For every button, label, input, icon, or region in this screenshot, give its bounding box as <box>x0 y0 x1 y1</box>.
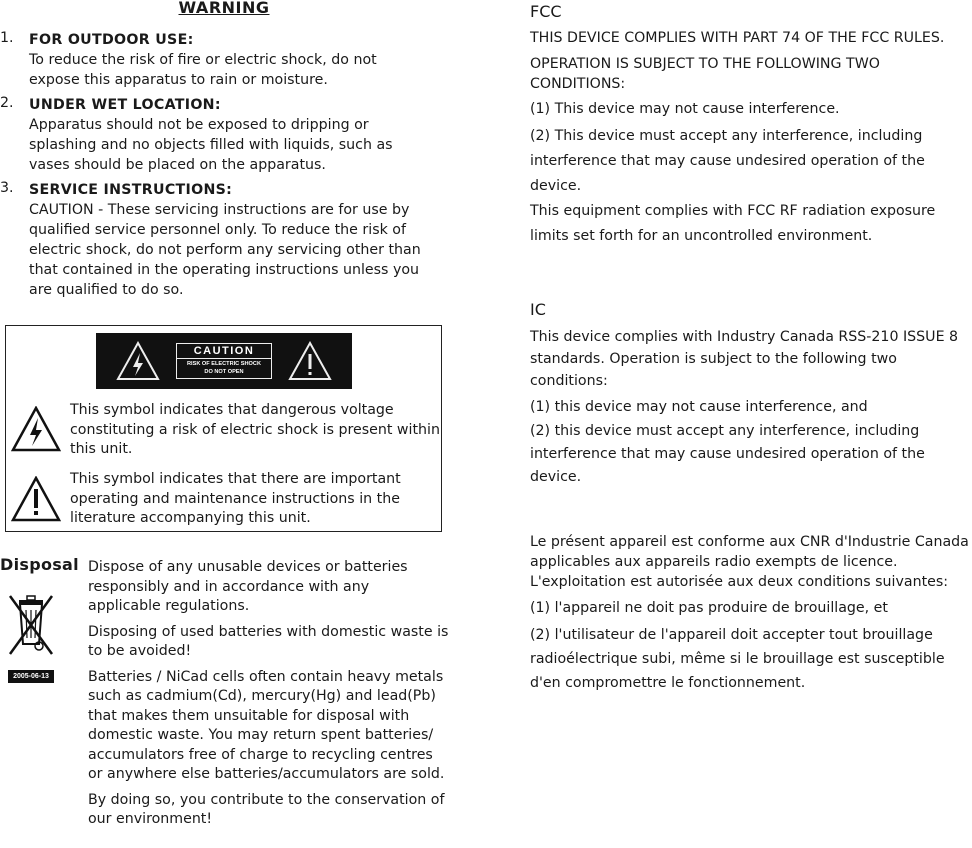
item-heading: UNDER WET LOCATION: <box>29 97 221 113</box>
caution-label <box>96 333 352 389</box>
ic-condition-2: (2) this device must accept any interference, including interference that may cause undesired operation of the device. <box>530 423 925 485</box>
item-heading: FOR OUTDOOR USE: <box>29 32 194 48</box>
warning-title: WARNING <box>178 0 270 17</box>
caution-sub2: DO NOT OPEN <box>204 368 244 375</box>
item-text: To reduce the risk of fire or electric shock, do not expose this apparatus to rain or moisture. <box>29 52 377 88</box>
item-number: 1. <box>0 30 14 46</box>
crossed-bin-icon <box>6 592 56 658</box>
item-heading: SERVICE INSTRUCTIONS: <box>29 182 233 198</box>
exclamation-triangle-icon <box>11 476 61 522</box>
date-badge: 2005-06-13 <box>8 670 54 683</box>
exclamation-warning-icon <box>288 341 332 381</box>
french-section <box>530 532 972 695</box>
fcc-condition-1: (1) This device may not cause interference. <box>530 101 840 117</box>
french-statement: Le présent appareil est conforme aux CNR d'Industrie Canada applicables aux appareils radio exempts de licence. L'exploitation est autorisée aux deux conditions suivantes: <box>530 534 969 590</box>
fcc-operation: OPERATION IS SUBJECT TO THE FOLLOWING TWO CONDITIONS: <box>530 56 880 92</box>
item-number: 3. <box>0 180 14 196</box>
lightning-triangle-icon <box>11 406 61 452</box>
fcc-compliance: THIS DEVICE COMPLIES WITH PART 74 OF THE FCC RULES. <box>530 30 945 46</box>
warning-item-wet-location <box>0 95 450 175</box>
disposal-title: Disposal <box>0 555 79 574</box>
caution-symbols-box <box>5 325 442 532</box>
warning-item-service <box>0 180 450 300</box>
voltage-symbol-text: This symbol indicates that dangerous voltage constituting a risk of electric shock is present within this unit. <box>70 402 440 457</box>
caution-sub1: RISK OF ELECTRIC SHOCK <box>187 361 261 367</box>
disposal-paragraph: Disposing of used batteries with domestic waste is to be avoided! <box>88 623 449 659</box>
lightning-warning-icon <box>116 341 160 381</box>
caution-word: CAUTION <box>177 344 271 359</box>
caution-label-text <box>176 343 272 379</box>
disposal-paragraph: Dispose of any unusable devices or batteries responsibly and in accordance with any applicable regulations. <box>88 559 408 614</box>
disposal-text <box>88 558 453 836</box>
caution-subtext <box>177 359 271 376</box>
ic-heading: IC <box>530 300 546 319</box>
disposal-paragraph: By doing so, you contribute to the conservation of our environment! <box>88 791 445 827</box>
warning-item-outdoor <box>0 30 450 90</box>
fcc-heading: FCC <box>530 2 562 21</box>
fcc-condition-2: (2) This device must accept any interference, including interference that may cause undesired operation of the device. <box>530 128 925 194</box>
disposal-paragraph: Batteries / NiCad cells often contain heavy metals such as cadmium(Cd), mercury(Hg) and lead(Pb) that makes them unsuitable for disposal with domestic waste. You may return spent batteries/ accumulators free of charge to recycling centres or anywhere else batteries/accumulators are sold. <box>88 668 445 782</box>
item-text: Apparatus should not be exposed to dripping or splashing and no objects filled with liquids, such as vases should be placed on the apparatus. <box>29 117 393 173</box>
french-condition-1: (1) l'appareil ne doit pas produire de brouillage, et <box>530 600 888 616</box>
item-text: CAUTION - These servicing instructions are for use by qualified service personnel only. To reduce the risk of electric shock, do not perform any servicing other than that contained in the operating instructions unless you are qualified to do so. <box>29 202 421 298</box>
ic-section <box>530 300 972 489</box>
item-number: 2. <box>0 95 14 111</box>
fcc-rf-exposure: This equipment complies with FCC RF radiation exposure limits set forth for an uncontrolled environment. <box>530 203 936 244</box>
ic-condition-1: (1) this device may not cause interference, and <box>530 399 868 415</box>
french-condition-2: (2) l'utilisateur de l'appareil doit accepter tout brouillage radioélectrique subi, même si le brouillage est susceptible d'en compromettre le fonctionnement. <box>530 627 945 691</box>
ic-statement: This device complies with Industry Canada RSS-210 ISSUE 8 standards. Operation is subject to the following two conditions: <box>530 329 959 389</box>
instructions-symbol-text: This symbol indicates that there are important operating and maintenance instructions in the literature accompanying this unit. <box>70 471 401 526</box>
fcc-section <box>530 2 972 249</box>
